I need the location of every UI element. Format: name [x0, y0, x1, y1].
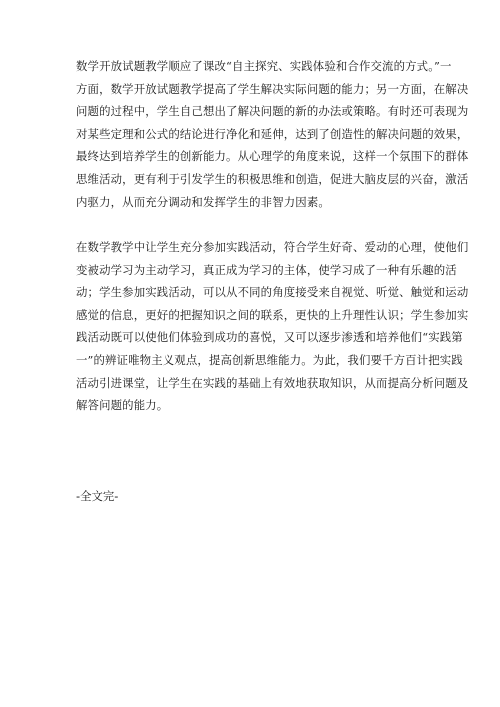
end-of-document-mark: -全文完-	[76, 489, 119, 503]
paragraph-line: 思维活动，更有利于引发学生的积极思维和创造，促进大脑皮层的兴奋，激活	[76, 171, 469, 186]
paragraph-line: 对某些定理和公式的结论进行净化和延伸，达到了创造性的解决问题的效果，	[76, 126, 469, 141]
paragraph-line: 一”的辨证唯物主义观点，提高创新思维能力。为此，我们要千方百计把实践	[76, 352, 463, 367]
paragraph-line: 问题的过程中，学生自己想出了解决问题的新的办法或策略。有时还可表现为	[76, 104, 469, 119]
paragraph-practice-activities	[76, 236, 469, 417]
paragraph-line: 解答问题的能力。	[76, 398, 169, 413]
paragraph-line: 活动引进课堂，让学生在实践的基础上有效地获取知识，从而提高分析问题及	[76, 375, 469, 390]
paragraph-line: 数学开放试题教学顺应了课改“自主探究、实践体验和合作交流的方式。”一	[76, 59, 452, 73]
paragraph-line: 在数学教学中让学生充分参加实践活动，符合学生好奇、爱动的心理，使他们	[76, 240, 469, 254]
paragraph-line: 感觉的信息，更好的把握知识之间的联系，更快的上升理性认识；学生参加实	[76, 307, 469, 322]
paragraph-line: 最终达到培养学生的创新能力。从心理学的角度来说，这样一个氛围下的群体	[76, 149, 469, 164]
paragraph-line: 内驱力，从而充分调动和发挥学生的非智力因素。	[76, 194, 330, 209]
paragraph-open-problems	[76, 55, 469, 213]
paragraph-line: 方面，数学开放试题教学提高了学生解决实际问题的能力；另一方面，在解决	[76, 81, 469, 96]
paragraph-line: 践活动既可以使他们体验到成功的喜悦，又可以逐步渗透和培养他们“实践第	[76, 330, 463, 345]
paragraph-line: 变被动学习为主动学习，真正成为学习的主体，使学习成了一种有乐趣的活	[76, 262, 457, 277]
paragraph-line: 动；学生参加实践活动，可以从不同的角度接受来自视觉、听觉、触觉和运动	[76, 285, 469, 300]
